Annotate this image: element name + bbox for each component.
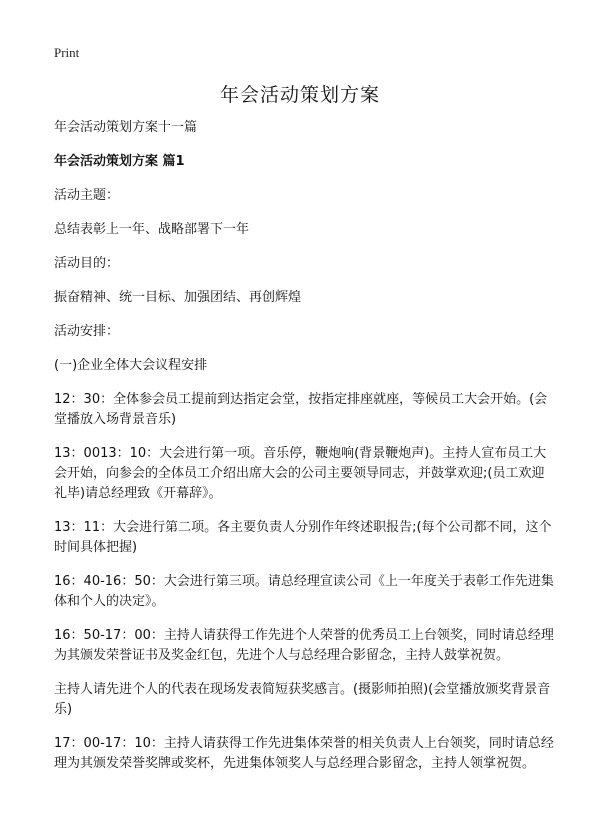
paragraph-agenda-item: 17：00-17：10：主持人请获得工作先进集体荣誉的相关负责人上台领奖，同时请总经理为其颁发荣誉奖牌或奖杯，先进集体领奖人与总经理合影留念，主持人领掌祝贺。	[54, 736, 554, 771]
document-title: 年会活动策划方案	[219, 84, 380, 106]
paragraph-arrangement-label: 活动安排：	[54, 324, 120, 339]
paragraph-agenda-title: (一)企业全体大会议程安排	[54, 358, 208, 373]
paragraph-agenda-item: 主持人请先进个人的代表在现场发表简短获奖感言。(摄影师拍照)(会堂播放颁奖背景音乐)	[54, 682, 551, 717]
paragraph-purpose: 振奋精神、统一目标、加强团结、再创辉煌	[54, 290, 302, 305]
paragraph-agenda-item: 13：11：大会进行第二项。各主要负责人分别作年终述职报告;(每个公司都不同，这个时间具体把握)	[54, 520, 552, 555]
paragraph-agenda-item: 16：50-17：00：主持人请获得工作先进个人荣誉的优秀员工上台领奖，同时请总经理为其颁发荣誉证书及奖金红包，先进个人与总经理合影留念，主持人鼓掌祝贺。	[54, 628, 554, 663]
print-label: Print	[54, 45, 80, 60]
paragraph-purpose-label: 活动目的：	[54, 256, 120, 271]
document-subtitle: 年会活动策划方案十一篇	[54, 120, 198, 135]
section-heading: 年会活动策划方案 篇1	[54, 154, 185, 169]
paragraph-agenda-item: 16：40-16：50：大会进行第三项。请总经理宣读公司《上一年度关于表彰工作先进集体和个人的决定》。	[54, 574, 554, 609]
document-body	[54, 118, 554, 788]
paragraph-theme: 总结表彰上一年、战略部署下一年	[54, 222, 250, 237]
paragraph-agenda-item: 13：0013：10：大会进行第一项。音乐停，鞭炮响(背景鞭炮声)。主持人宣布员工大会开始，向参会的全体员工介绍出席大会的公司主要领导同志，并鼓掌欢迎;(员工欢迎礼毕)请总经理致《开幕辞》。	[54, 446, 547, 501]
paragraph-agenda-item: 12：30：全体参会员工提前到达指定会堂，按指定排座就座，等候员工大会开始。(会堂播放入场背景音乐)	[54, 392, 548, 427]
paragraph-theme-label: 活动主题：	[54, 188, 120, 203]
